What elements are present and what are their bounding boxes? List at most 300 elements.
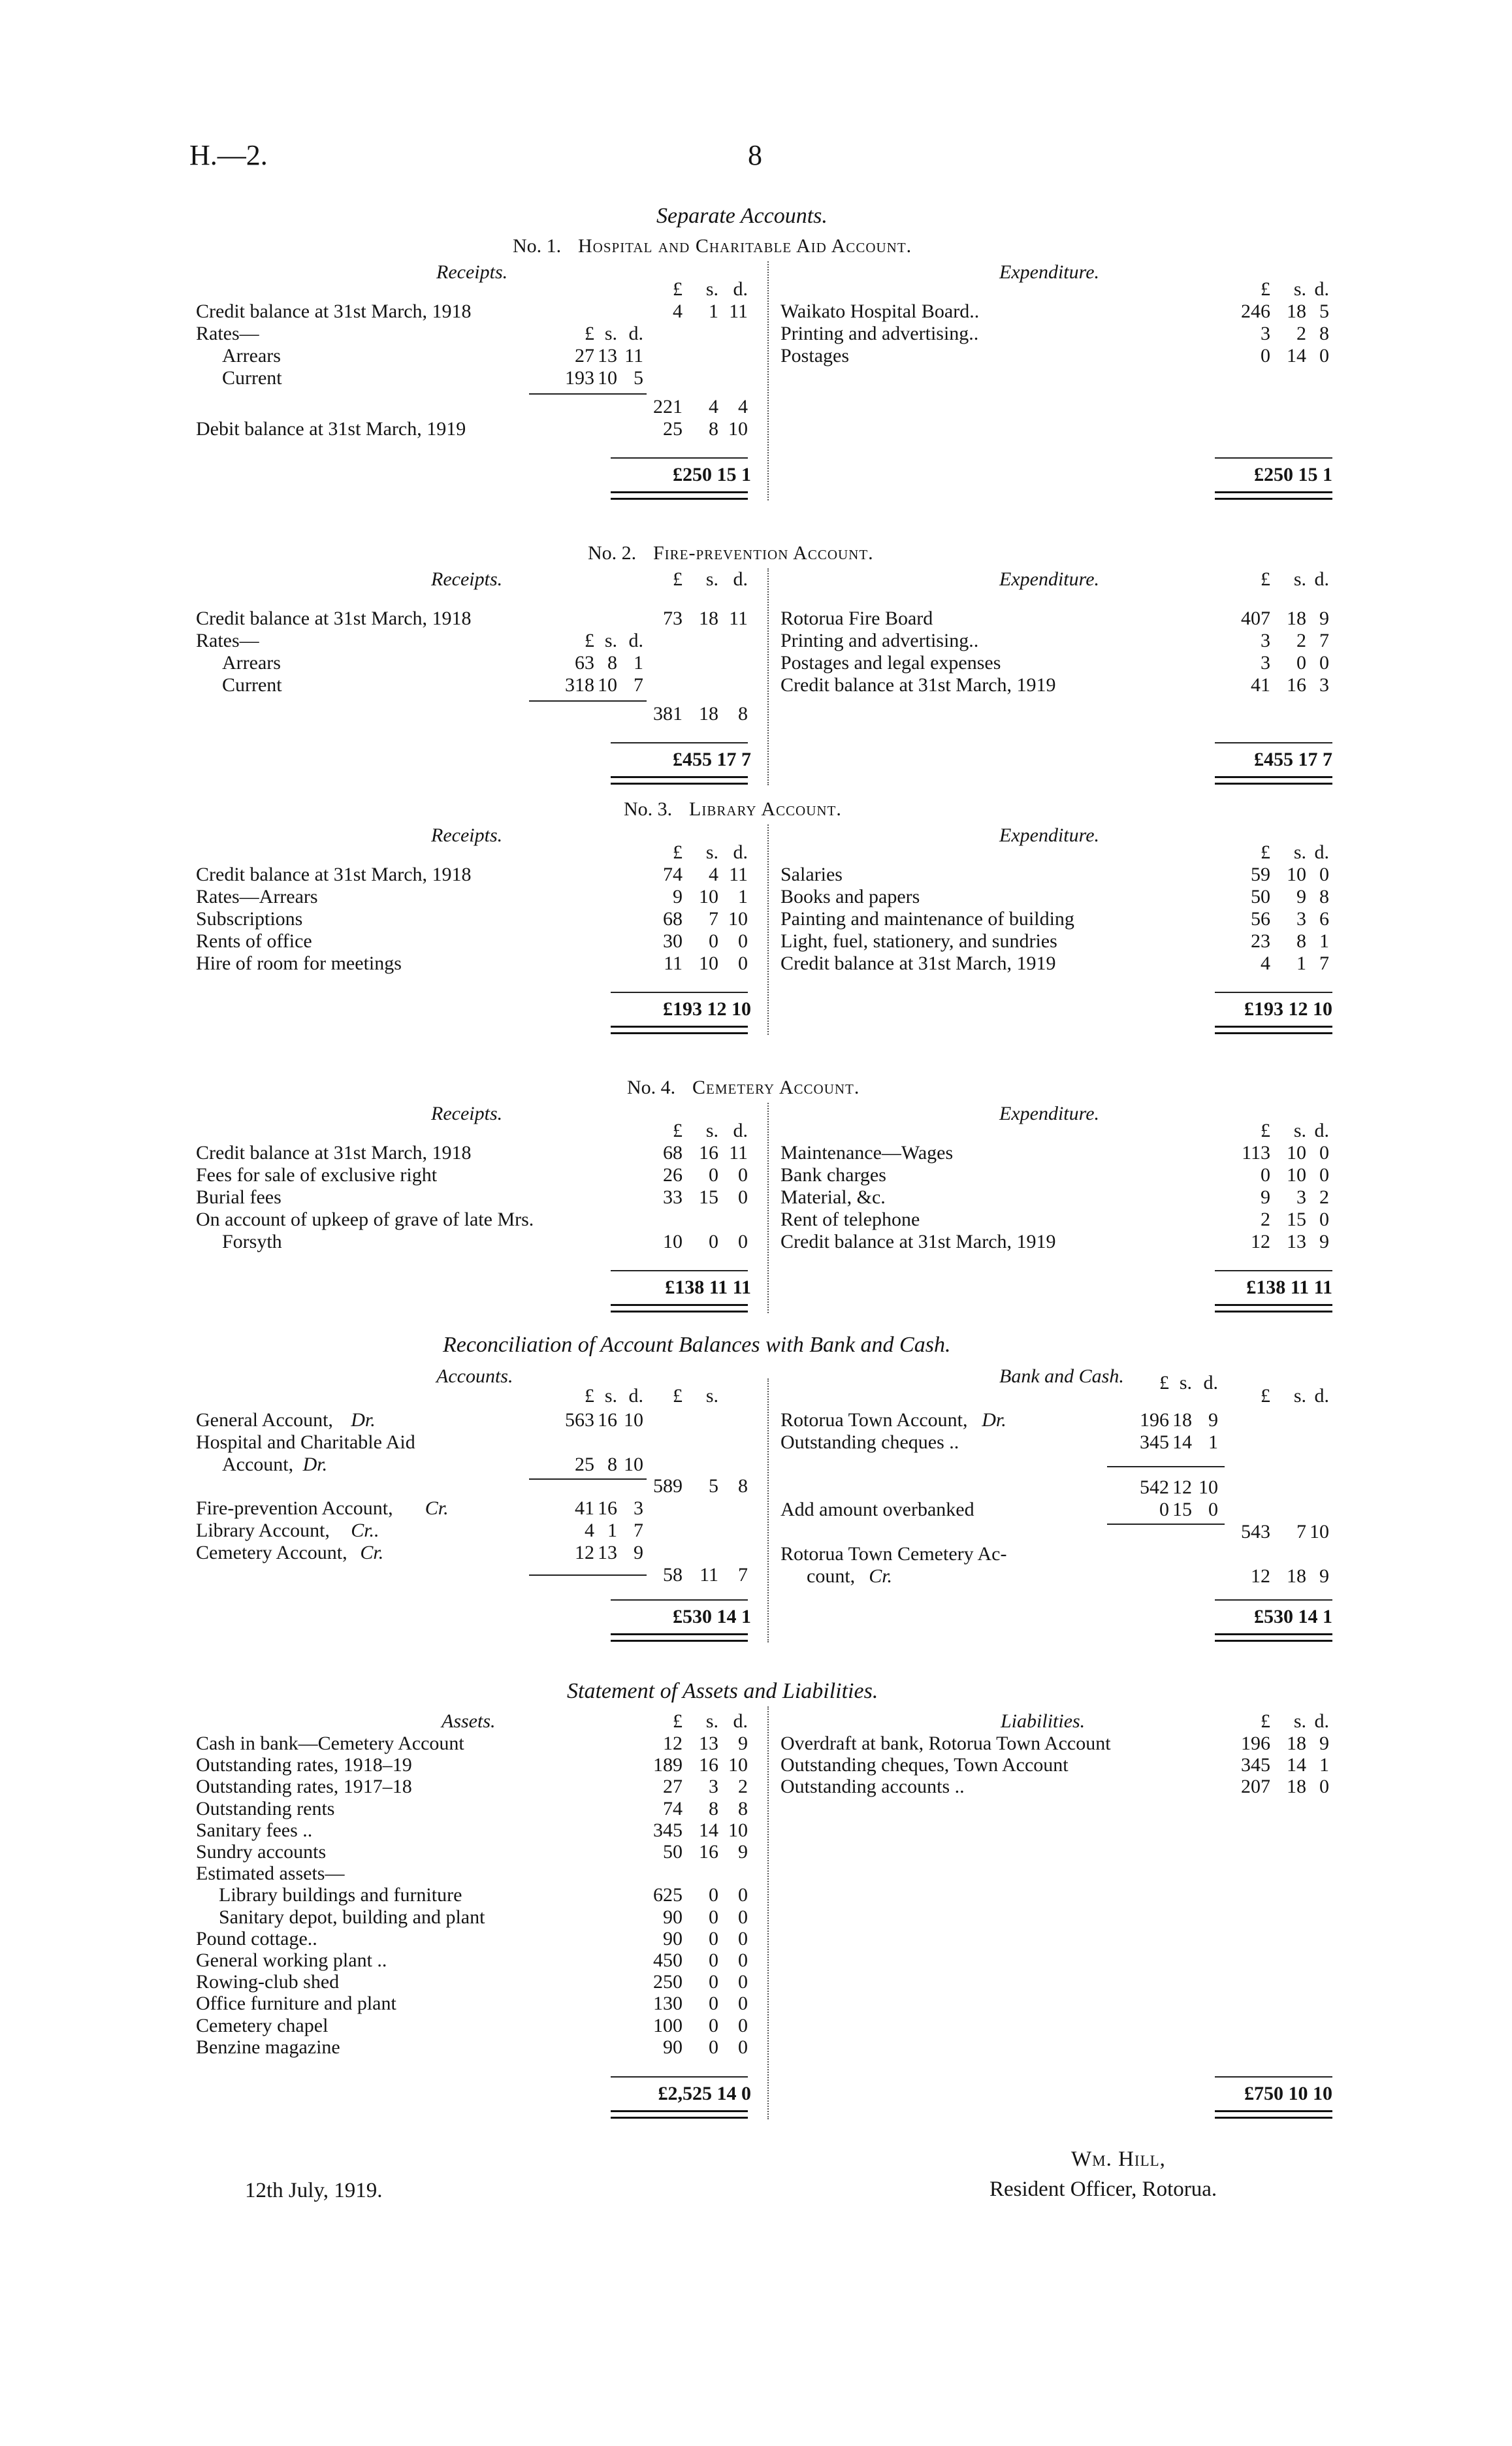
account-4-number: No. 4.	[627, 1077, 676, 1098]
asset-8-pounds: 90	[663, 1906, 683, 1928]
account-4-expenditure-4-pence: 9	[1319, 1231, 1329, 1252]
bank-and-cash-label: Bank and Cash.	[999, 1365, 1124, 1387]
account-3-expenditure-double-rule	[1215, 1026, 1332, 1034]
account-4-expenditure-3-pounds: 2	[1261, 1209, 1270, 1230]
account-4-expenditure-1-label: Bank charges	[780, 1164, 886, 1186]
account-3-receipt-1-label: Rates—Arrears	[196, 886, 318, 907]
liabilities-total: £750 10 10	[1244, 2083, 1332, 2104]
asset-7-pence: 0	[738, 1884, 748, 1906]
recon-left-total: £530 14 1	[673, 1606, 751, 1627]
account-4-expenditure-unit-shillings: s.	[1293, 1120, 1306, 1141]
recon-right-6-pounds: 12	[1251, 1565, 1270, 1587]
liabilities-label: Liabilities.	[1001, 1710, 1086, 1732]
account-2-number: No. 2.	[588, 542, 637, 564]
account-3-expenditure-0-pence: 0	[1319, 864, 1329, 885]
account-1-expenditure-0-label: Waikato Hospital Board..	[780, 301, 980, 322]
recon-right-1-sub-pence: 1	[1208, 1431, 1218, 1453]
account-4-receipt-1-pounds: 26	[663, 1164, 683, 1186]
account-1-expenditure-double-rule	[1215, 491, 1332, 500]
account-1-expenditure-label: Expenditure.	[999, 261, 1100, 283]
account-4-expenditure-0-shillings: 10	[1287, 1142, 1306, 1164]
account-4-receipts-total: £138 11 11	[665, 1277, 751, 1298]
account-3-name: Library Account.	[689, 798, 842, 820]
accounts-label: Accounts.	[436, 1365, 513, 1387]
account-2-expenditure-3-pence: 3	[1319, 674, 1329, 696]
recon-left-4-label: Fire-prevention Account,	[196, 1497, 393, 1519]
recon-right-double-rule	[1215, 1633, 1332, 1642]
account-2-receipts-total: £455 17 7	[673, 749, 751, 770]
recon-left-2-sub-pounds: 25	[575, 1454, 594, 1475]
account-3-expenditure-label: Expenditure.	[999, 824, 1100, 846]
asset-13-pence: 0	[738, 2014, 748, 2036]
account-3-expenditure-4-shillings: 1	[1296, 953, 1306, 974]
recon-left-double-rule	[611, 1633, 748, 1642]
asset-7-pounds: 625	[653, 1884, 683, 1906]
account-1-receipt-1-unit-pence: d.	[628, 323, 643, 344]
recon-left-5-suffix: Cr..	[351, 1520, 379, 1541]
asset-2-label: Outstanding rates, 1917–18	[196, 1776, 412, 1798]
recon-left-unit-shillings: s.	[705, 1385, 718, 1407]
account-3-receipt-2-pence: 10	[728, 908, 748, 930]
account-1-receipt-2-label: Arrears	[222, 345, 281, 367]
liability-1-pounds: 345	[1241, 1754, 1270, 1776]
asset-2-shillings: 3	[709, 1776, 718, 1798]
recon-right-5-label: Rotorua Town Cemetery Ac-	[780, 1543, 1007, 1565]
account-1-receipt-0-pounds: 4	[673, 301, 683, 322]
account-4-receipt-1-shillings: 0	[709, 1164, 718, 1186]
asset-9-label: Pound cottage..	[196, 1927, 317, 1949]
asset-4-pence: 10	[728, 1819, 748, 1841]
asset-13-label: Cemetery chapel	[196, 2014, 329, 2036]
asset-3-pence: 8	[738, 1797, 748, 1819]
account-3-receipt-3-label: Rents of office	[196, 930, 312, 952]
account-1-expenditure-unit-pounds: £	[1261, 278, 1270, 300]
statement-assets-unit-pounds: £	[673, 1710, 683, 1732]
account-2-receipt-3-sub-pence: 7	[634, 674, 643, 696]
recon-right-3-sub-pence: 0	[1208, 1499, 1218, 1520]
asset-2-pounds: 27	[663, 1776, 683, 1798]
liability-2-label: Outstanding accounts ..	[780, 1776, 965, 1798]
account-3-receipts-total-rule	[611, 992, 748, 993]
account-3-receipt-3-pounds: 30	[663, 930, 683, 952]
account-2-receipt-4-shillings: 18	[699, 703, 718, 725]
account-3-receipt-2-pounds: 68	[663, 908, 683, 930]
liabilities-total-rule	[1215, 2076, 1332, 2078]
account-1-receipt-3-sub-pence: 5	[634, 367, 643, 389]
account-2-expenditure-2-label: Postages and legal expenses	[780, 652, 1001, 674]
asset-3-pounds: 74	[663, 1797, 683, 1819]
account-2-expenditure-total: £455 17 7	[1254, 749, 1332, 770]
account-3-receipt-2-label: Subscriptions	[196, 908, 303, 930]
account-4-expenditure-2-pence: 2	[1319, 1186, 1329, 1208]
recon-left-total-rule	[611, 1599, 748, 1601]
recon-left-subtotal-rule-1	[529, 1478, 647, 1480]
recon-right-total-rule	[1215, 1599, 1332, 1601]
account-1-expenditure-2-pounds: 0	[1261, 345, 1270, 367]
recon-right-unit-pence: d.	[1314, 1385, 1329, 1407]
account-4-expenditure-3-shillings: 15	[1287, 1209, 1306, 1230]
recon-right-0-label: Rotorua Town Account,	[780, 1409, 968, 1431]
liability-0-pounds: 196	[1241, 1733, 1270, 1754]
account-2-expenditure-3-shillings: 16	[1287, 674, 1306, 696]
account-2-name: Fire-prevention Account.	[653, 542, 874, 564]
account-3-receipt-1-pence: 1	[738, 886, 748, 907]
recon-right-sub-unit-pounds: £	[1159, 1372, 1169, 1394]
liability-1-pence: 1	[1319, 1754, 1329, 1776]
account-3-receipt-3-shillings: 0	[709, 930, 718, 952]
recon-right-4-shillings: 7	[1296, 1521, 1306, 1542]
account-2-receipt-2-sub-pence: 1	[634, 652, 643, 674]
recon-right-4-pounds: 543	[1241, 1521, 1270, 1542]
asset-6-label: Estimated assets—	[196, 1863, 345, 1885]
account-1-receipt-1-unit-pounds: £	[585, 323, 594, 344]
account-2-expenditure-2-pounds: 3	[1261, 652, 1270, 674]
account-3-expenditure-unit-pence: d.	[1314, 841, 1329, 863]
account-2-receipt-1-unit-pence: d.	[628, 630, 643, 651]
account-1-receipt-1-unit-shillings: s.	[604, 323, 617, 344]
account-2-receipt-2-sub-pounds: 63	[575, 652, 594, 674]
asset-5-label: Sundry accounts	[196, 1841, 327, 1863]
recon-left-5-sub-shillings: 1	[607, 1520, 617, 1541]
asset-12-label: Office furniture and plant	[196, 1993, 396, 2015]
liabilities-double-rule	[1215, 2110, 1332, 2119]
recon-right-sub-unit-pence: d.	[1203, 1372, 1218, 1394]
signatory-position: Resident Officer, Rotorua.	[989, 2177, 1217, 2201]
asset-10-pence: 0	[738, 1949, 748, 1971]
account-4-expenditure-unit-pence: d.	[1314, 1120, 1329, 1141]
account-3-expenditure-0-pounds: 59	[1251, 864, 1270, 885]
liability-0-pence: 9	[1319, 1733, 1329, 1754]
account-3-receipt-4-pence: 0	[738, 953, 748, 974]
account-4-expenditure-total-rule	[1215, 1270, 1332, 1271]
asset-14-pence: 0	[738, 2036, 748, 2058]
asset-14-label: Benzine magazine	[196, 2036, 340, 2058]
asset-12-pounds: 130	[653, 1993, 683, 2015]
account-3-receipt-2-shillings: 7	[709, 908, 718, 930]
recon-left-2-label: Account,	[222, 1454, 294, 1475]
account-1-receipt-4-pounds: 221	[653, 396, 683, 417]
account-4-receipt-2-pence: 0	[738, 1186, 748, 1208]
account-2-expenditure-1-shillings: 2	[1296, 630, 1306, 651]
recon-left-0-suffix: Dr.	[351, 1409, 376, 1431]
account-1-receipt-4-pence: 4	[738, 396, 748, 417]
recon-left-3-shillings: 5	[709, 1475, 718, 1497]
account-2-expenditure-label: Expenditure.	[999, 568, 1100, 590]
document-reference: H.—2.	[189, 139, 268, 171]
account-1-receipt-5-pounds: 25	[663, 418, 683, 440]
recon-left-7-shillings: 11	[700, 1564, 718, 1586]
account-1-receipt-1-label: Rates—	[196, 323, 259, 344]
account-4-expenditure-4-shillings: 13	[1287, 1231, 1306, 1252]
recon-column-divider	[767, 1378, 769, 1642]
account-2-column-divider	[767, 568, 769, 785]
account-2-expenditure-2-shillings: 0	[1296, 652, 1306, 674]
account-3-expenditure-1-label: Books and papers	[780, 886, 920, 907]
account-3-receipt-3-pence: 0	[738, 930, 748, 952]
account-1-receipt-2-sub-pence: 11	[624, 345, 643, 367]
assets-label: Assets.	[442, 1710, 496, 1732]
recon-left-0-sub-pence: 10	[624, 1409, 643, 1431]
account-2-receipts-total-rule	[611, 742, 748, 743]
account-2-receipt-4-subtotal-rule	[529, 700, 647, 702]
asset-10-pounds: 450	[653, 1949, 683, 1971]
account-3-expenditure-0-shillings: 10	[1287, 864, 1306, 885]
account-2-receipt-3-sub-shillings: 10	[598, 674, 617, 696]
account-3-expenditure-2-pounds: 56	[1251, 908, 1270, 930]
account-2-receipts-double-rule	[611, 776, 748, 785]
signatory-name: Wm. Hill,	[1071, 2147, 1166, 2171]
account-1-receipts-total: £250 15 1	[673, 464, 751, 485]
document-date: 12th July, 1919.	[245, 2179, 383, 2202]
recon-right-1-sub-shillings: 14	[1172, 1431, 1192, 1453]
asset-4-label: Sanitary fees ..	[196, 1819, 313, 1841]
recon-right-0-sub-pounds: 196	[1140, 1409, 1169, 1431]
account-3-expenditure-total-rule	[1215, 992, 1332, 993]
account-2-expenditure-3-pounds: 41	[1251, 674, 1270, 696]
account-4-expenditure-2-shillings: 3	[1296, 1186, 1306, 1208]
account-2-receipt-0-pounds: 73	[663, 608, 683, 629]
account-3-expenditure-3-pounds: 23	[1251, 930, 1270, 952]
statement-assets-unit-shillings: s.	[705, 1710, 718, 1732]
recon-right-2-sub-pence: 10	[1198, 1476, 1218, 1498]
liability-0-shillings: 18	[1287, 1733, 1306, 1754]
recon-left-2-suffix: Dr.	[302, 1454, 328, 1475]
account-3-expenditure-3-label: Light, fuel, stationery, and sundries	[780, 930, 1057, 952]
account-1-expenditure-unit-shillings: s.	[1293, 278, 1306, 300]
recon-left-2-sub-pence: 10	[624, 1454, 643, 1475]
account-3-receipt-4-pounds: 11	[664, 953, 683, 974]
assets-double-rule	[611, 2110, 748, 2119]
account-4-expenditure-0-pence: 0	[1319, 1142, 1329, 1164]
account-2-expenditure-3-label: Credit balance at 31st March, 1919	[780, 674, 1056, 696]
asset-0-label: Cash in bank—Cemetery Account	[196, 1733, 464, 1754]
recon-right-total: £530 14 1	[1254, 1606, 1332, 1627]
account-2-receipt-4-pence: 8	[738, 703, 748, 725]
liability-2-pounds: 207	[1241, 1776, 1270, 1798]
account-2-expenditure-1-pence: 7	[1319, 630, 1329, 651]
account-2-receipt-4-pounds: 381	[653, 703, 683, 725]
asset-8-label: Sanitary depot, building and plant	[219, 1906, 485, 1928]
account-1-expenditure-1-pence: 8	[1319, 323, 1329, 344]
account-3-receipt-1-shillings: 10	[699, 886, 718, 907]
account-3-expenditure-2-shillings: 3	[1296, 908, 1306, 930]
recon-right-2-sub-shillings: 12	[1172, 1476, 1192, 1498]
asset-0-shillings: 13	[699, 1733, 718, 1754]
account-2-receipts-label: Receipts.	[431, 568, 503, 590]
account-3-expenditure-3-pence: 1	[1319, 930, 1329, 952]
assets-total-rule	[611, 2076, 748, 2078]
account-3-receipt-0-shillings: 4	[709, 864, 718, 885]
asset-5-pounds: 50	[663, 1841, 683, 1863]
recon-left-4-sub-pence: 3	[634, 1497, 643, 1519]
account-3-receipt-0-label: Credit balance at 31st March, 1918	[196, 864, 472, 885]
liability-1-shillings: 14	[1287, 1754, 1306, 1776]
asset-5-shillings: 16	[699, 1841, 718, 1863]
account-3-receipts-total: £193 12 10	[663, 998, 751, 1020]
recon-left-4-suffix: Cr.	[425, 1497, 449, 1519]
recon-left-6-suffix: Cr.	[360, 1542, 384, 1563]
account-2-expenditure-total-rule	[1215, 742, 1332, 743]
recon-left-7-pence: 7	[738, 1564, 748, 1586]
account-4-receipts-unit-pence: d.	[733, 1120, 748, 1141]
account-4-expenditure-0-label: Maintenance—Wages	[780, 1142, 954, 1164]
asset-1-label: Outstanding rates, 1918–19	[196, 1754, 412, 1776]
account-1-receipts-label: Receipts.	[436, 261, 508, 283]
asset-4-pounds: 345	[653, 1819, 683, 1841]
account-2-receipt-1-unit-shillings: s.	[604, 630, 617, 651]
asset-12-pence: 0	[738, 1993, 748, 2015]
account-2-expenditure-unit-pounds: £	[1261, 568, 1270, 590]
recon-left-sub-unit-pounds: £	[585, 1385, 594, 1407]
account-3-receipt-4-label: Hire of room for meetings	[196, 953, 402, 974]
account-3-expenditure-3-shillings: 8	[1296, 930, 1306, 952]
account-3-receipts-double-rule	[611, 1026, 748, 1034]
asset-12-shillings: 0	[709, 1993, 718, 2015]
recon-left-4-sub-pounds: 41	[575, 1497, 594, 1519]
account-3-expenditure-4-pounds: 4	[1261, 953, 1270, 974]
account-3-expenditure-unit-pounds: £	[1261, 841, 1270, 863]
recon-left-6-sub-pence: 9	[634, 1542, 643, 1563]
recon-right-6-shillings: 18	[1287, 1565, 1306, 1587]
assets-total: £2,525 14 0	[658, 2083, 751, 2104]
account-1-receipt-5-shillings: 8	[709, 418, 718, 440]
asset-14-pounds: 90	[663, 2036, 683, 2058]
recon-right-subtotal-rule-2	[1107, 1524, 1225, 1525]
account-4-column-divider	[767, 1103, 769, 1313]
account-4-receipts-double-rule	[611, 1304, 748, 1313]
account-3-receipts-unit-pounds: £	[673, 841, 683, 863]
recon-left-5-label: Library Account,	[196, 1520, 330, 1541]
recon-left-0-sub-shillings: 16	[598, 1409, 617, 1431]
account-1-expenditure-0-pence: 5	[1319, 301, 1329, 322]
asset-14-shillings: 0	[709, 2036, 718, 2058]
account-4-receipt-1-pence: 0	[738, 1164, 748, 1186]
recon-right-3-label: Add amount overbanked	[780, 1499, 974, 1520]
asset-13-pounds: 100	[653, 2014, 683, 2036]
account-2-receipt-2-sub-shillings: 8	[607, 652, 617, 674]
asset-8-shillings: 0	[709, 1906, 718, 1928]
account-1-expenditure-1-label: Printing and advertising..	[780, 323, 979, 344]
recon-left-sub-unit-shillings: s.	[604, 1385, 617, 1407]
recon-right-unit-pounds: £	[1261, 1385, 1270, 1407]
account-3-expenditure-4-label: Credit balance at 31st March, 1919	[780, 953, 1056, 974]
account-3-receipt-0-pence: 11	[729, 864, 748, 885]
asset-10-shillings: 0	[709, 1949, 718, 1971]
account-1-receipt-4-subtotal-rule	[529, 393, 647, 395]
account-1-expenditure-unit-pence: d.	[1314, 278, 1329, 300]
account-1-expenditure-0-pounds: 246	[1241, 301, 1270, 322]
account-2-expenditure-1-pounds: 3	[1261, 630, 1270, 651]
account-2-receipts-unit-shillings: s.	[705, 568, 718, 590]
account-1-receipts-unit-shillings: s.	[705, 278, 718, 300]
account-3-expenditure-1-pounds: 50	[1251, 886, 1270, 907]
account-4-receipt-0-shillings: 16	[699, 1142, 718, 1164]
account-4-receipt-0-pounds: 68	[663, 1142, 683, 1164]
account-3-expenditure-total: £193 12 10	[1244, 998, 1332, 1020]
recon-left-1-label: Hospital and Charitable Aid	[196, 1431, 415, 1453]
recon-right-1-label: Outstanding cheques ..	[780, 1431, 959, 1453]
asset-1-pounds: 189	[653, 1754, 683, 1776]
recon-left-5-sub-pounds: 4	[585, 1520, 594, 1541]
recon-right-subtotal-rule-1	[1107, 1466, 1225, 1467]
recon-right-3-sub-pounds: 0	[1159, 1499, 1169, 1520]
recon-left-4-sub-shillings: 16	[598, 1497, 617, 1519]
statement-assets-unit-pence: d.	[733, 1710, 748, 1732]
account-1-expenditure-2-shillings: 14	[1287, 345, 1306, 367]
account-1-receipt-2-sub-shillings: 13	[598, 345, 617, 367]
asset-3-label: Outstanding rents	[196, 1797, 335, 1819]
liability-0-label: Overdraft at bank, Rotorua Town Account	[780, 1733, 1111, 1754]
liability-2-shillings: 18	[1287, 1776, 1306, 1798]
recon-left-6-sub-pounds: 12	[575, 1542, 594, 1563]
asset-9-pounds: 90	[663, 1927, 683, 1949]
asset-9-pence: 0	[738, 1927, 748, 1949]
account-2-receipt-0-shillings: 18	[699, 608, 718, 629]
recon-left-3-pounds: 589	[653, 1475, 683, 1497]
asset-11-shillings: 0	[709, 1971, 718, 1993]
account-4-expenditure-total: £138 11 11	[1246, 1277, 1332, 1298]
account-3-expenditure-2-pence: 6	[1319, 908, 1329, 930]
account-4-expenditure-0-pounds: 113	[1242, 1142, 1270, 1164]
account-3-receipts-unit-pence: d.	[733, 841, 748, 863]
asset-2-pence: 2	[738, 1776, 748, 1798]
account-1-expenditure-1-pounds: 3	[1261, 323, 1270, 344]
account-3-receipt-0-pounds: 74	[663, 864, 683, 885]
account-2-receipts-unit-pounds: £	[673, 568, 683, 590]
account-2-receipt-0-pence: 11	[729, 608, 748, 629]
account-1-number: No. 1.	[513, 235, 562, 257]
account-1-receipts-unit-pence: d.	[733, 278, 748, 300]
account-3-receipt-4-shillings: 10	[699, 953, 718, 974]
account-2-expenditure-unit-shillings: s.	[1293, 568, 1306, 590]
account-2-expenditure-0-pence: 9	[1319, 608, 1329, 629]
account-3-expenditure-unit-shillings: s.	[1293, 841, 1306, 863]
account-2-receipts-unit-pence: d.	[733, 568, 748, 590]
account-4-receipt-4-label: Forsyth	[222, 1231, 282, 1252]
account-1-expenditure-2-pence: 0	[1319, 345, 1329, 367]
asset-4-shillings: 14	[699, 1819, 718, 1841]
recon-left-7-pounds: 58	[663, 1564, 683, 1586]
account-4-receipt-3-label: On account of upkeep of grave of late Mrs.	[196, 1209, 534, 1230]
account-2-expenditure-double-rule	[1215, 776, 1332, 785]
asset-0-pounds: 12	[663, 1733, 683, 1754]
account-4-receipt-2-pounds: 33	[663, 1186, 683, 1208]
account-4-receipt-0-label: Credit balance at 31st March, 1918	[196, 1142, 472, 1164]
account-4-receipt-2-shillings: 15	[699, 1186, 718, 1208]
recon-right-0-sub-shillings: 18	[1172, 1409, 1192, 1431]
recon-right-unit-shillings: s.	[1293, 1385, 1306, 1407]
asset-13-shillings: 0	[709, 2014, 718, 2036]
account-4-receipt-4-pence: 0	[738, 1231, 748, 1252]
account-1-expenditure-total: £250 15 1	[1254, 464, 1332, 485]
statement-liabilities-unit-shillings: s.	[1293, 1710, 1306, 1732]
account-2-receipt-1-unit-pounds: £	[585, 630, 594, 651]
asset-11-pence: 0	[738, 1971, 748, 1993]
account-2-receipt-0-label: Credit balance at 31st March, 1918	[196, 608, 472, 629]
account-4-expenditure-3-pence: 0	[1319, 1209, 1329, 1230]
account-2-expenditure-2-pence: 0	[1319, 652, 1329, 674]
account-1-receipt-3-sub-shillings: 10	[598, 367, 617, 389]
asset-7-shillings: 0	[709, 1884, 718, 1906]
recon-left-0-label: General Account,	[196, 1409, 333, 1431]
account-4-expenditure-2-pounds: 9	[1261, 1186, 1270, 1208]
account-1-name: Hospital and Charitable Aid Account.	[578, 235, 912, 257]
account-3-number: No. 3.	[624, 798, 673, 820]
account-2-receipt-3-sub-pounds: 318	[565, 674, 594, 696]
account-4-expenditure-3-label: Rent of telephone	[780, 1209, 920, 1230]
account-1-column-divider	[767, 261, 769, 500]
account-1-expenditure-total-rule	[1215, 457, 1332, 459]
